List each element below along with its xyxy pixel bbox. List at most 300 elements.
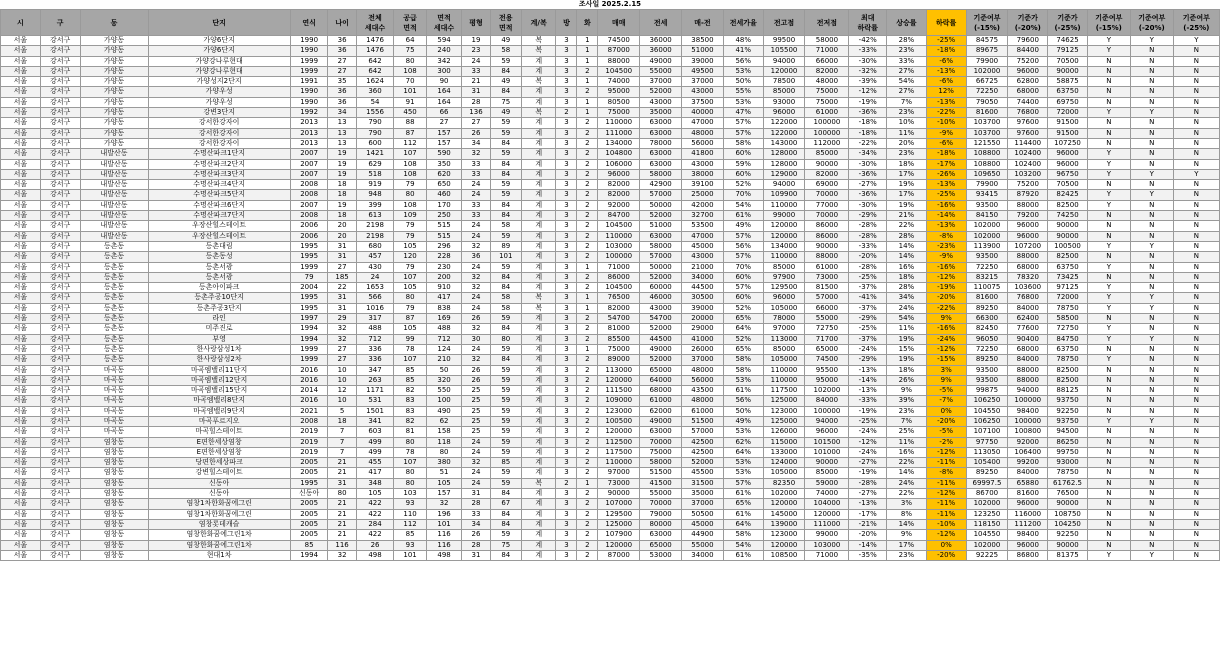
table-cell: 서울 [1,447,41,457]
table-cell: 79 [394,303,426,313]
table-cell: 강서구 [40,149,80,159]
table-cell: N [1173,252,1219,262]
table-cell: N [1087,447,1130,457]
table-cell: 53% [723,427,763,437]
table-cell: 66725 [966,77,1008,87]
table-cell: 35000 [640,108,682,118]
table-row [1,293,1220,303]
table-cell: 58500 [1048,314,1088,324]
table-cell: 92250 [1048,530,1088,540]
table-row [1,46,1220,56]
table-cell: -12% [926,344,966,354]
table-cell: 3 [556,406,577,416]
table-cell: -36% [849,190,887,200]
table-row [1,200,1220,210]
table-cell: 40000 [682,108,724,118]
table-cell: 134000 [763,241,805,251]
table-cell: 가양6단지 [148,36,290,46]
table-cell: 107 [394,149,426,159]
table-cell: 1999 [290,344,328,354]
table-cell: 1995 [290,241,328,251]
table-cell: 86000 [805,231,849,241]
table-cell: 51000 [640,221,682,231]
table-cell: 45000 [682,519,724,529]
table-cell: 93 [394,499,426,509]
table-cell: 70000 [640,437,682,447]
table-cell: 강서구 [40,519,80,529]
table-cell: 72000 [1048,293,1088,303]
table-cell: 복 [521,36,556,46]
table-cell: 3% [926,365,966,375]
column-header: 기준가 (-25%) [1048,10,1088,36]
table-cell: 56% [723,241,763,251]
table-cell: 594 [426,36,462,46]
table-cell: 25 [462,406,490,416]
table-cell: -20% [926,550,966,560]
table-cell: -20% [849,530,887,540]
table-cell: 7 [328,437,356,447]
table-row [1,468,1220,478]
table-cell: 3 [556,365,577,375]
table-cell: 32 [426,499,462,509]
apartment-price-table [0,9,1220,561]
table-cell: 93750 [1048,416,1088,426]
table-cell: N [1087,375,1130,385]
table-cell: 3 [556,272,577,282]
table-cell: 22% [887,221,927,231]
table-cell: 23% [887,149,927,159]
table-cell: 104250 [1048,519,1088,529]
table-cell: 116 [426,530,462,540]
table-cell: 76500 [1048,489,1088,499]
table-cell: -8% [926,231,966,241]
table-cell: N [1173,499,1219,509]
table-cell: 59000 [805,478,849,488]
table-cell: 1 [577,293,598,303]
table-cell: 57% [723,478,763,488]
table-cell: 강서구 [40,416,80,426]
table-cell: 2013 [290,118,328,128]
table-cell: 마곡엠밸리15단지 [148,386,290,396]
table-cell: 105 [426,478,462,488]
table-cell: 200 [426,272,462,282]
table-row [1,406,1220,416]
table-cell: 61762.5 [1048,478,1088,488]
table-cell: 염창동 [80,437,148,447]
table-cell: 21% [887,211,927,221]
table-cell: 27 [426,118,462,128]
table-cell: 계 [521,66,556,76]
table-cell: 600 [356,138,394,148]
table-cell: 450 [394,108,426,118]
table-cell: 63750 [1048,344,1088,354]
table-cell: 3 [556,416,577,426]
table-cell: 96000 [1008,540,1048,550]
table-cell: 24 [462,447,490,457]
table-cell: 58% [723,365,763,375]
table-row [1,314,1220,324]
table-cell: -5% [926,386,966,396]
table-cell: N [1087,221,1130,231]
table-cell: 113000 [598,365,640,375]
table-cell: 서울 [1,190,41,200]
table-cell: 84 [490,169,521,179]
table-cell: 85 [394,365,426,375]
table-cell: 1 [577,108,598,118]
table-cell: 95000 [598,87,640,97]
table-cell: 75 [490,97,521,107]
table-cell: 32 [462,283,490,293]
table-cell: Y [1130,241,1173,251]
table-cell: N [1130,499,1173,509]
table-cell: 염창동 [80,478,148,488]
table-cell: N [1173,468,1219,478]
table-cell: 강서구 [40,159,80,169]
table-cell: 84 [490,283,521,293]
table-cell: N [1130,437,1173,447]
table-cell: 58% [723,138,763,148]
table-cell: 120000 [598,540,640,550]
table-cell: 65880 [1008,478,1048,488]
table-cell: 가양동 [80,36,148,46]
table-cell: N [1130,87,1173,97]
table-cell: 70500 [1048,180,1088,190]
table-cell: 124 [426,344,462,354]
table-cell: -37% [849,303,887,313]
table-cell: N [1130,149,1173,159]
table-cell: N [1087,519,1130,529]
table-cell: 서울 [1,427,41,437]
table-cell: 29 [328,314,356,324]
table-cell: 63000 [640,149,682,159]
table-cell: 서울 [1,36,41,46]
table-cell: N [1130,200,1173,210]
table-cell: 164 [426,87,462,97]
table-cell: 강서구 [40,437,80,447]
table-cell: 106250 [966,416,1008,426]
table-cell: -10% [926,519,966,529]
table-cell: 83 [394,396,426,406]
table-cell: 등촌서광 [148,262,290,272]
table-cell: 69997.5 [966,478,1008,488]
table-cell: 24 [462,437,490,447]
table-cell: 84 [490,550,521,560]
table-cell: 99 [394,334,426,344]
column-header: 공급 면적 [394,10,426,36]
table-cell: N [1087,128,1130,138]
table-cell: 82450 [966,324,1008,334]
table-cell: 78750 [1048,355,1088,365]
table-cell: 13 [328,138,356,148]
table-cell: 2 [577,447,598,457]
table-cell: 61% [723,509,763,519]
column-header: 최대 하락률 [849,10,887,36]
table-cell: 강서구 [40,303,80,313]
table-cell: N [1173,221,1219,231]
table-cell: 55000 [640,66,682,76]
table-row [1,56,1220,66]
table-cell: 서울 [1,396,41,406]
table-cell: 108750 [1048,509,1088,519]
table-cell: 85500 [598,334,640,344]
table-cell: 서울 [1,46,41,56]
table-row [1,550,1220,560]
column-header: 전세가율 [723,10,763,36]
table-cell: 44500 [640,334,682,344]
table-cell: 79 [394,262,426,272]
table-cell: N [1173,138,1219,148]
table-cell: 48000 [682,128,724,138]
table-cell: 강서구 [40,550,80,560]
table-cell: 59 [490,262,521,272]
table-row [1,169,1220,179]
table-cell: 1 [577,97,598,107]
table-cell: 79600 [1008,36,1048,46]
table-cell: 100000 [805,406,849,416]
table-cell: 23 [462,46,490,56]
table-cell: 50500 [682,509,724,519]
table-cell: -27% [849,180,887,190]
table-cell: 93500 [966,365,1008,375]
table-cell: 170 [426,200,462,210]
table-cell: 81 [394,427,426,437]
table-cell: 78000 [763,314,805,324]
table-cell: 89250 [966,468,1008,478]
table-cell: N [1173,355,1219,365]
table-cell: 80 [394,293,426,303]
table-cell: Y [1087,416,1130,426]
table-cell: 33 [462,66,490,76]
table-cell: 59 [490,437,521,447]
table-cell: 60% [723,149,763,159]
table-cell: 54700 [598,314,640,324]
table-cell: 59 [490,406,521,416]
table-cell: 380 [426,458,462,468]
table-cell: 101000 [805,447,849,457]
table-cell: N [1087,87,1130,97]
table-cell: 124000 [763,458,805,468]
table-cell: 2 [577,159,598,169]
table-cell: 422 [356,530,394,540]
table-cell: -22% [926,303,966,313]
table-cell: 89 [490,241,521,251]
table-cell: 60000 [640,283,682,293]
table-cell: 41% [723,46,763,56]
table-cell: 1990 [290,46,328,56]
table-cell: 111000 [598,128,640,138]
table-cell: 49 [490,36,521,46]
table-cell: 56% [723,396,763,406]
table-cell: 19 [328,169,356,179]
table-cell: 강서한강자이 [148,118,290,128]
table-cell: 102000 [966,221,1008,231]
table-cell: -19% [849,468,887,478]
table-cell: 계 [521,519,556,529]
table-cell: 2 [556,478,577,488]
column-header: 하락률 [926,10,966,36]
table-cell: 37000 [640,77,682,87]
table-cell: 36 [462,252,490,262]
table-cell: 62800 [1008,77,1048,87]
table-cell: N [1087,437,1130,447]
table-cell: N [1130,118,1173,128]
table-cell: N [1130,478,1173,488]
table-cell: 내발산동 [80,221,148,231]
table-cell: 2016 [290,365,328,375]
table-cell: 52000 [640,355,682,365]
table-cell: 59 [490,427,521,437]
table-cell: 106000 [598,159,640,169]
table-cell: 37000 [682,77,724,87]
table-cell: 2 [577,314,598,324]
table-cell: 157 [426,138,462,148]
table-cell: -11% [926,458,966,468]
table-cell: 88000 [1008,252,1048,262]
table-row [1,262,1220,272]
table-row [1,303,1220,313]
table-cell: 9% [887,386,927,396]
table-cell: 강서구 [40,396,80,406]
table-cell: 143000 [763,138,805,148]
table-cell: N [1130,540,1173,550]
table-cell: 77000 [805,200,849,210]
table-cell: 47000 [682,118,724,128]
table-cell: 강변3단지 [148,108,290,118]
table-cell: N [1087,211,1130,221]
table-cell: 등촌동성 [148,252,290,262]
table-cell: 3 [556,489,577,499]
table-cell: 25 [462,416,490,426]
table-cell: 96000 [1008,221,1048,231]
table-cell: 120000 [763,540,805,550]
table-cell: 99200 [1008,458,1048,468]
table-cell: -25% [849,272,887,282]
table-cell: -27% [849,489,887,499]
table-cell: 10 [328,396,356,406]
table-cell: 108 [394,200,426,210]
table-cell: 강서구 [40,293,80,303]
table-cell: 39000 [682,303,724,313]
table-cell: 48000 [682,396,724,406]
table-row [1,478,1220,488]
table-cell: 42500 [682,437,724,447]
table-cell: 서울 [1,334,41,344]
table-cell: 97600 [1008,118,1048,128]
table-cell: 91500 [1048,128,1088,138]
table-cell: Y [1130,36,1173,46]
table-cell: 2 [577,386,598,396]
table-cell: 가양동 [80,66,148,76]
table-cell: 3 [556,180,577,190]
table-cell: 86700 [966,489,1008,499]
table-cell: 서울 [1,293,41,303]
table-cell: 서울 [1,499,41,509]
table-cell: 강서구 [40,36,80,46]
table-cell: 등촌동 [80,334,148,344]
table-cell: -25% [849,324,887,334]
table-cell: 79 [394,221,426,231]
table-cell: 21 [328,530,356,540]
table-cell: 마곡동 [80,386,148,396]
table-cell: 49000 [640,416,682,426]
table-cell: 296 [426,241,462,251]
table-cell: 3 [556,252,577,262]
table-cell: 35 [328,77,356,87]
table-cell: 계 [521,355,556,365]
table-cell: 72250 [966,344,1008,354]
table-cell: 34 [462,519,490,529]
table-cell: 102400 [1008,159,1048,169]
table-cell: 2005 [290,468,328,478]
table-cell: 133000 [763,447,805,457]
table-cell: 108800 [966,159,1008,169]
table-cell: N [1130,283,1173,293]
table-cell: 52000 [682,458,724,468]
table-cell: 88 [394,118,426,128]
table-cell: N [1173,108,1219,118]
table-cell: 54 [356,97,394,107]
table-cell: 125000 [598,519,640,529]
table-cell: N [1173,97,1219,107]
table-cell: N [1130,386,1173,396]
table-cell: 74250 [1048,211,1088,221]
table-cell: 36 [328,97,356,107]
table-cell: 102000 [966,66,1008,76]
table-cell: 등촌동 [80,252,148,262]
table-cell: 84 [490,200,521,210]
table-cell: 96000 [1048,149,1088,159]
table-cell: 2 [577,396,598,406]
table-cell: 87000 [598,46,640,56]
table-cell: 55% [723,87,763,97]
table-cell: 7 [328,447,356,457]
table-cell: 45500 [682,468,724,478]
table-cell: -34% [849,149,887,159]
table-cell: 복 [521,478,556,488]
table-row [1,231,1220,241]
table-cell: 마곡동 [80,365,148,375]
table-row [1,149,1220,159]
table-cell: 89250 [966,303,1008,313]
table-cell: 21 [328,499,356,509]
table-cell: 계 [521,283,556,293]
table-cell: 26 [356,540,394,550]
table-cell: 44500 [682,283,724,293]
table-cell: 18 [328,416,356,426]
table-cell: 염창1차한화꿈에그린 [148,509,290,519]
table-cell: 가양동 [80,138,148,148]
table-cell: 2008 [290,180,328,190]
table-cell: 230 [426,262,462,272]
table-cell: 82 [394,386,426,396]
table-cell: 100000 [598,252,640,262]
table-cell: 18 [328,190,356,200]
table-cell: 106250 [966,396,1008,406]
table-cell: 97900 [763,272,805,282]
table-cell: 68000 [1008,87,1048,97]
table-row [1,108,1220,118]
table-cell: 42000 [682,200,724,210]
table-cell: 1 [577,303,598,313]
table-cell: 80 [426,447,462,457]
table-cell: 복 [521,108,556,118]
table-cell: 74000 [598,77,640,87]
table-cell: 64% [723,324,763,334]
table-cell: 1990 [290,87,328,97]
table-cell: 112000 [805,138,849,148]
table-row [1,36,1220,46]
table-cell: 19% [887,334,927,344]
